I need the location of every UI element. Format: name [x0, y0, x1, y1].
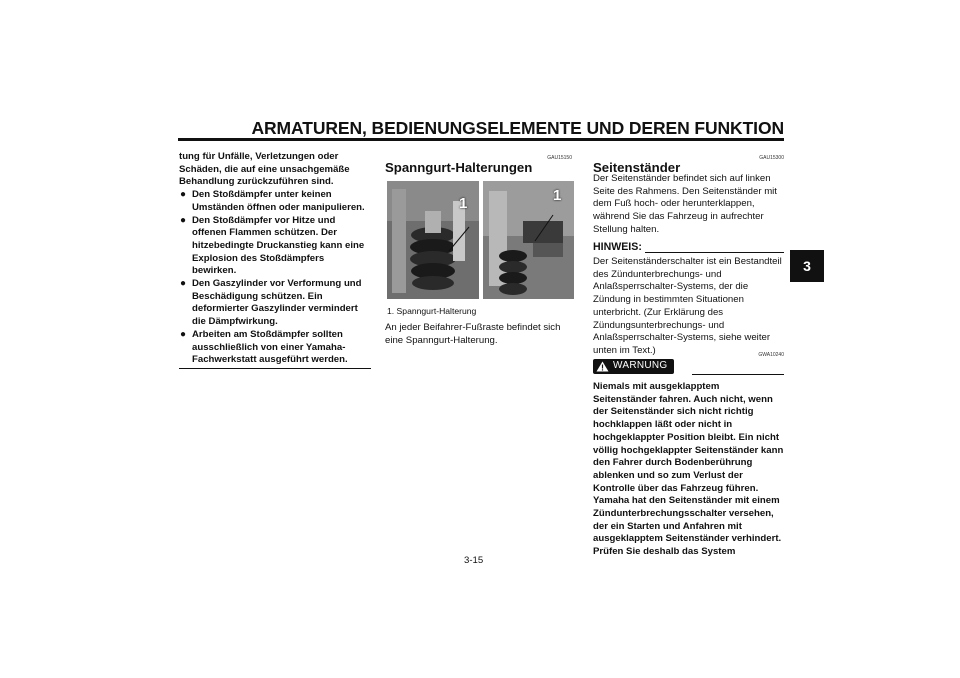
- header-rule: [178, 138, 784, 141]
- warning-triangle-icon: [596, 361, 609, 372]
- page-title: ARMATUREN, BEDIENUNGSELEMENTE UND DEREN FUNKTION: [251, 118, 784, 138]
- warning-body: Niemals mit ausgeklapptem Seitenständer fahren. Auch nicht, wenn der Seitenständer sich nicht richtig hochklappen läßt oder nicht in hochgeklappter Position bleibt. Ein nicht völlig hochgeklappter Seitenständer kann den Fahrer durch Bodenberührung ablenken und so zum Verlust der Kontrolle über das Fahrzeug führen. Yamaha hat den Seitenständer mit einem Zündunterbrechungsschalter versehen, der ein Starten und Anfahren mit ausgeklapptem Seitenständer verhindert. Prüfen Sie deshalb das System: [593, 381, 784, 558]
- bullet-icon: ●: [180, 214, 187, 226]
- bullet-icon: ●: [180, 189, 187, 201]
- intro-text: tung für Unfälle, Verletzungen oder Schäden, die auf eine unsachgemäße Behandlung zurückzuführen sind.: [179, 151, 350, 188]
- page-number: 3-15: [464, 555, 484, 566]
- callout-number: 1: [553, 187, 562, 204]
- bullet-item: ● Arbeiten am Stoßdämpfer sollten ausschließlich von einer Yamaha-Fachwerkstatt ausgeführt werden.: [180, 328, 348, 366]
- note-body: Der Seitenständerschalter ist ein Bestandteil des Zündunterbrechungs- und Anlaßsperrschalter-Systems, der die Zündung in bestimmten Situationen unterbricht. (Zur Erklärung des Zündungsunterbrechungs- und Anlaßsperrschalter-Systems, siehe weiter unten im Text.): [593, 256, 782, 356]
- callout-number: 1: [459, 195, 468, 212]
- warning-rule: [692, 374, 784, 375]
- note-label: HINWEIS:: [593, 241, 642, 253]
- bullet-icon: ●: [180, 278, 187, 290]
- photo-right: [483, 181, 574, 299]
- warning-code: GWA10240: [758, 352, 784, 358]
- bullet-icon: ●: [180, 328, 187, 340]
- section-code: GAU15300: [759, 155, 784, 161]
- bullet-item: ● Den Stoßdämpfer unter keinen Umständen öffnen oder manipulieren.: [180, 189, 365, 213]
- photo-left: [387, 181, 479, 299]
- column-1: [179, 151, 369, 367]
- warning-badge: WARNUNG: [593, 359, 674, 374]
- chapter-tab: 3: [790, 250, 824, 282]
- bullet-item: ● Den Stoßdämpfer vor Hitze und offenen Flammen schützen. Der hitzebedingte Druckanstieg kann eine Explosion des Stoßdämpfers bewirken.: [180, 214, 365, 277]
- section-code: GAU15150: [547, 155, 572, 161]
- section-heading: Seitenständer: [593, 160, 681, 175]
- note-rule: [645, 252, 784, 253]
- section-heading: Spanngurt-Halterungen: [385, 160, 533, 175]
- figure-caption: 1. Spanngurt-Halterung: [387, 306, 477, 316]
- section-end-rule: [179, 368, 371, 369]
- section-body: Der Seitenständer befindet sich auf linken Seite des Rahmens. Den Seitenständer mit dem Fuß hoch- oder herunterklappen, während Sie das Fahrzeug in aufrechter Stellung halten.: [593, 173, 777, 235]
- section-body: An jeder Beifahrer-Fußraste befindet sich eine Spanngurt-Halterung.: [385, 322, 561, 346]
- bullet-item: ● Den Gaszylinder vor Verformung und Beschädigung schützen. Ein deformierter Gaszylinder vermindert die Dämpfwirkung.: [180, 278, 362, 328]
